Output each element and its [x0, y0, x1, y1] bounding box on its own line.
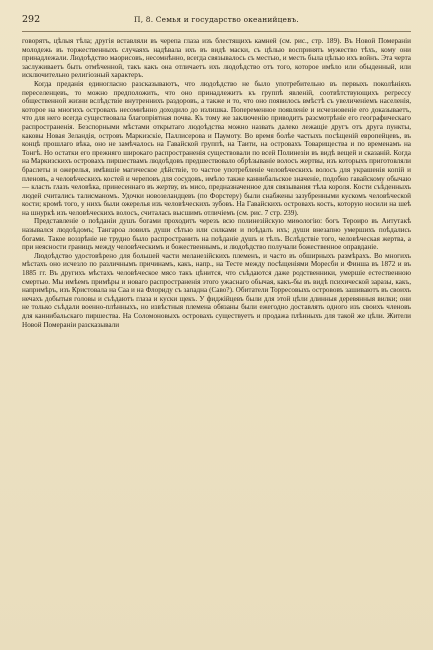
paragraph: Людоѣдство удостовѣрено для большей части меланезійскихъ племенъ, и часто въ обширныхъ размѣрахъ. Во многихъ мѣстахъ оно исчезло по различнымъ причинамъ, какъ, напр., на Тесте между посѣщеніями Мореcби и Финша въ 1872 и въ 1885 гг. Въ другихъ мѣстахъ человѣческое мясо такъ цѣнится, что съѣдаются даже родственники, умершіе естественною смертью. Мы имѣемъ примѣры и новаго распространенія этого ужаснаго обычая, какъ-бы въ видѣ психической заразы, какъ, напримѣръ, изъ Кристовала на Саа и на Флориду съ западна (Саво?). Обитатели Торресовыхъ острововъ зашиваютъ въ своихъ нечахъ добытыя головы и съѣдаютъ глаза и куски щекъ. У фиджійцевъ были для этой цѣли длинныя деревянныя вилки; они не только съѣдали военно-плѣнныхъ, но извѣстныя племена обязаны были ежегодно доставлять одного изъ своихъ членовъ для каннибальскаго пиршества. На Соломоновыхъ островахъ существуетъ и продажа плѣнныхъ для такой же цѣли. Жители Новой Помераніи разсказывали: [22, 251, 411, 329]
page-header: [22, 14, 411, 32]
running-title: П, 8. Семья и государство океанийцевъ.: [134, 15, 299, 24]
body-text: [22, 37, 411, 329]
paragraph: Представленіе о поѣданіи душъ богами проходитъ черезъ всю полинезійскую миѳологію: богъ Тероиро въ Аитутакѣ назывался людоѣдомъ; Тангароа ловилъ души сѣтью или силками и поѣдалъ ихъ; души внезапно умершихъ поѣдались богами. Такое воззрѣніе не трудно было распространить на поѣданіе душъ и тѣлъ. Вслѣдствіе того, человѣческая жертва, а при неясности границъ между человѣческимъ и божественнымъ, и людоѣдство получали божественное оправданіе.: [22, 217, 411, 252]
paragraph: Когда преданія единогласно разсказываютъ, что людоѣдство не было употребительно въ первыхъ поколѣніяхъ переселенцевъ, то можно предположить, что оно принадлежитъ къ группѣ явленій, соотвѣтствующихъ регрессу общественной жизни вслѣдствіе внутреннихъ раздоровъ, а также и то, что оно появилось вмѣстѣ съ увеличеніемъ населенія, которое на многихъ островахъ несомнѣнно доходило до излишка. Попеременное появленіе и исчезновеніе его доказываетъ, что для него всегда существовала благопріятная почва. Къ тому же заключенію приводитъ разсмотрѣніе его географическаго распространенія. Безспорными мѣстами открытаго людоѣдства можно назвать далеко лежащіе другъ отъ друга пункты, каковы Новая Зеландія, островъ Маркизскіе, Паллисерова и Паумоту. Во время болѣе частыхъ посѣщеній европейцевъ, въ концѣ прошлаго вѣка, оно не замѣчалось на Гавайской группѣ, на Таити, на островахъ Товарищества и по временамъ на Тонгѣ. Но остатки его прежняго широкаго распространенія существовали по всей Полинезіи въ видѣ вещей и сказаній. Когда на Маркизскихъ островахъ пиршествамъ людоѣдовъ предшествовало обрѣзываніе волосъ жертвы, изъ которыхъ приготовляли браслеты и ожерелья, имѣвшіе магическое дѣйствіе, то частое употребленіе человѣческихъ волосъ для украшенія копій и пленовъ, а человѣческихъ костей и череповъ для сосудовъ, имѣло также каннибальское значеніе, подобно гавайскому обычаю — класть глазъ человѣка, принесеннаго въ жертву, въ мисо, предназначенное для связывания тѣла короля. Кости съѣденныхъ людей считались талисманомъ. Удочки новозеландцевъ (по Форстеру) были снабжены зазубренными кускомъ человѣческой кости; кромѣ того, у нихъ были ожерелья изъ человѣческихъ зубовъ. На Гавайскихъ островахъ кость, которую носили на шеѣ на шнуркѣ изъ человѣческихъ волосъ, считалась высшимъ отличіемъ (см. рис. 7 стр. 239).: [22, 79, 411, 217]
paragraph: говорятъ, цѣлыя тѣла; другія вставляли въ черепа глаза изъ блестящихъ камней (см. рис., стр. 189). Въ Новой Помераніи молодежь въ торжественныхъ случаяхъ надѣвала ихъ въ видѣ маски, съ цѣлью воспринять мужество тѣхъ, кому они принадлежали. Людоѣдство маорисовъ, несомнѣнно, всегда связывалось съ местью, и месть была цѣлью ихъ войнъ. Эта черта заслуживаетъ быть отмѣченной, такъ какъ она отличаетъ ихъ людоѣдство отъ того, которое имѣло или обыденный, или исключительно религіозный характеръ.: [22, 37, 411, 80]
page-number: 292: [22, 14, 41, 25]
